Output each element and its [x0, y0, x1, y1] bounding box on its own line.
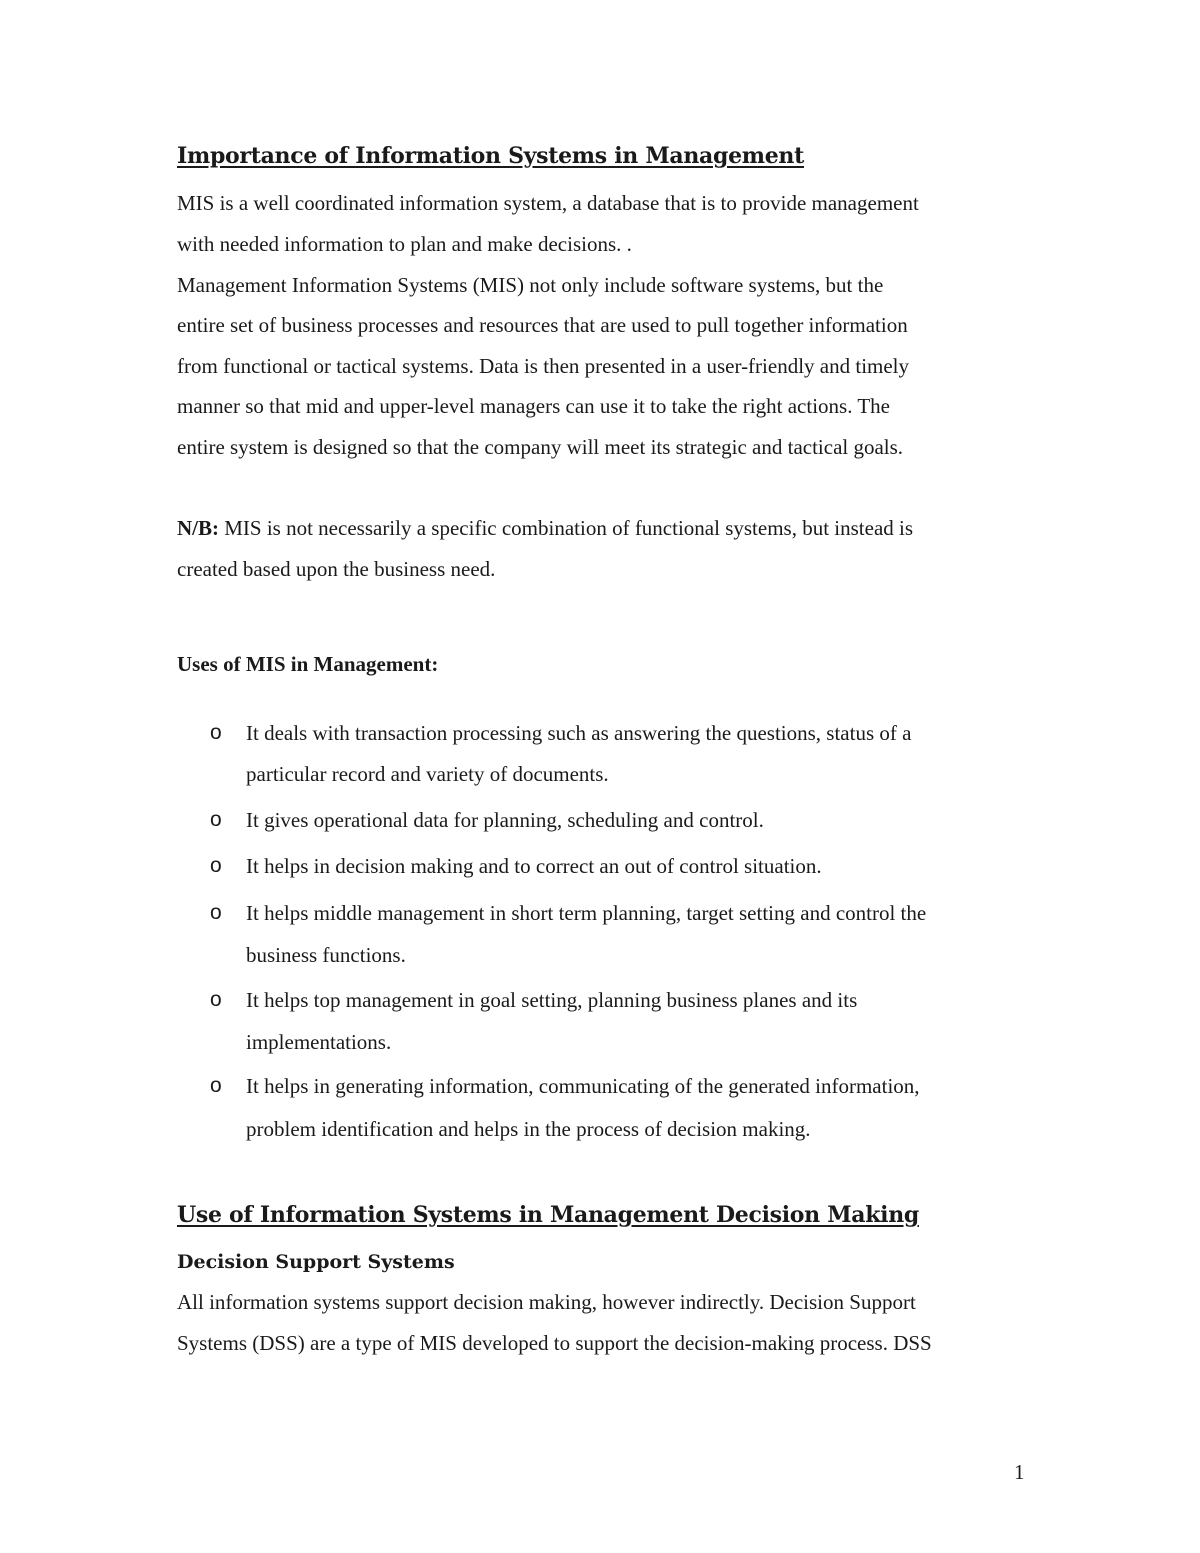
section-title-decision-making: Use of Information Systems in Management Decision Making — [177, 1202, 919, 1228]
paragraph-line: entire system is designed so that the company will meet its strategic and tactical goals. — [177, 435, 904, 459]
bullet-icon: o — [210, 854, 222, 877]
paragraph-line: Management Information Systems (MIS) not only include software systems, but the — [177, 273, 884, 297]
note-label: N/B: — [177, 516, 219, 540]
note-text: MIS is not necessarily a specific combination of functional systems, but instead is — [219, 516, 914, 540]
paragraph-line: manner so that mid and upper-level managers can use it to take the right actions. The — [177, 394, 890, 418]
list-item: It helps middle management in short term planning, target setting and control the — [246, 901, 927, 925]
list-item: It helps top management in goal setting, planning business planes and its — [246, 988, 858, 1012]
list-item: It helps in decision making and to correct an out of control situation. — [246, 854, 822, 878]
list-item: It deals with transaction processing such as answering the questions, status of a — [246, 721, 912, 745]
bullet-icon: o — [210, 1074, 222, 1097]
subheading-dss: Decision Support Systems — [177, 1251, 455, 1273]
bullet-icon: o — [210, 988, 222, 1011]
paragraph-line: with needed information to plan and make decisions. . — [177, 232, 632, 256]
paragraph-line: Systems (DSS) are a type of MIS developed to support the decision-making process. DSS — [177, 1331, 932, 1355]
list-item: particular record and variety of documents. — [246, 762, 609, 786]
bullet-icon: o — [210, 721, 222, 744]
paragraph-line: All information systems support decision making, however indirectly. Decision Support — [177, 1290, 916, 1314]
list-item: It gives operational data for planning, scheduling and control. — [246, 808, 764, 832]
section-title-importance: Importance of Information Systems in Management — [177, 143, 804, 169]
paragraph-line: entire set of business processes and resources that are used to pull together information — [177, 313, 908, 337]
paragraph-line: from functional or tactical systems. Data is then presented in a user-friendly and timely — [177, 354, 910, 378]
list-item: problem identification and helps in the process of decision making. — [246, 1117, 811, 1141]
note-line — [177, 515, 913, 541]
uses-heading: Uses of MIS in Management: — [177, 652, 439, 676]
list-item: business functions. — [246, 943, 406, 967]
list-item: implementations. — [246, 1030, 392, 1054]
page-number: 1 — [1014, 1460, 1025, 1484]
bullet-icon: o — [210, 808, 222, 831]
list-item: It helps in generating information, communicating of the generated information, — [246, 1074, 920, 1098]
paragraph-line: MIS is a well coordinated information system, a database that is to provide management — [177, 191, 919, 215]
note-line: created based upon the business need. — [177, 557, 496, 581]
bullet-icon: o — [210, 901, 222, 924]
